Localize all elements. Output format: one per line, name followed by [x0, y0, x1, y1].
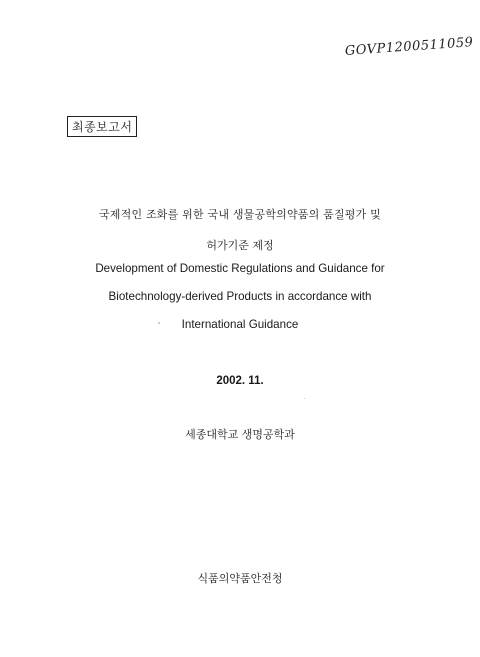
english-title-line-2: Biotechnology-derived Products in accordance with — [108, 290, 372, 303]
institution-name: 세종대학교 생명공학과 — [185, 428, 295, 441]
scan-speck — [304, 398, 305, 399]
korean-title-line-2: 허가기준 제정 — [206, 239, 274, 252]
handwritten-document-id: GOVP1200511059 — [344, 35, 474, 59]
report-date: 2002. 11. — [216, 375, 264, 387]
english-title-line-1: Development of Domestic Regulations and Guidance for — [95, 262, 385, 275]
agency-name: 식품의약품안전청 — [197, 572, 283, 585]
scan-speck — [158, 322, 160, 324]
final-report-label: 최종보고서 — [67, 116, 137, 137]
korean-title-line-1: 국제적인 조화를 위한 국내 생물공학의약품의 품질평가 및 — [98, 208, 381, 221]
english-title-line-3: International Guidance — [181, 318, 299, 331]
